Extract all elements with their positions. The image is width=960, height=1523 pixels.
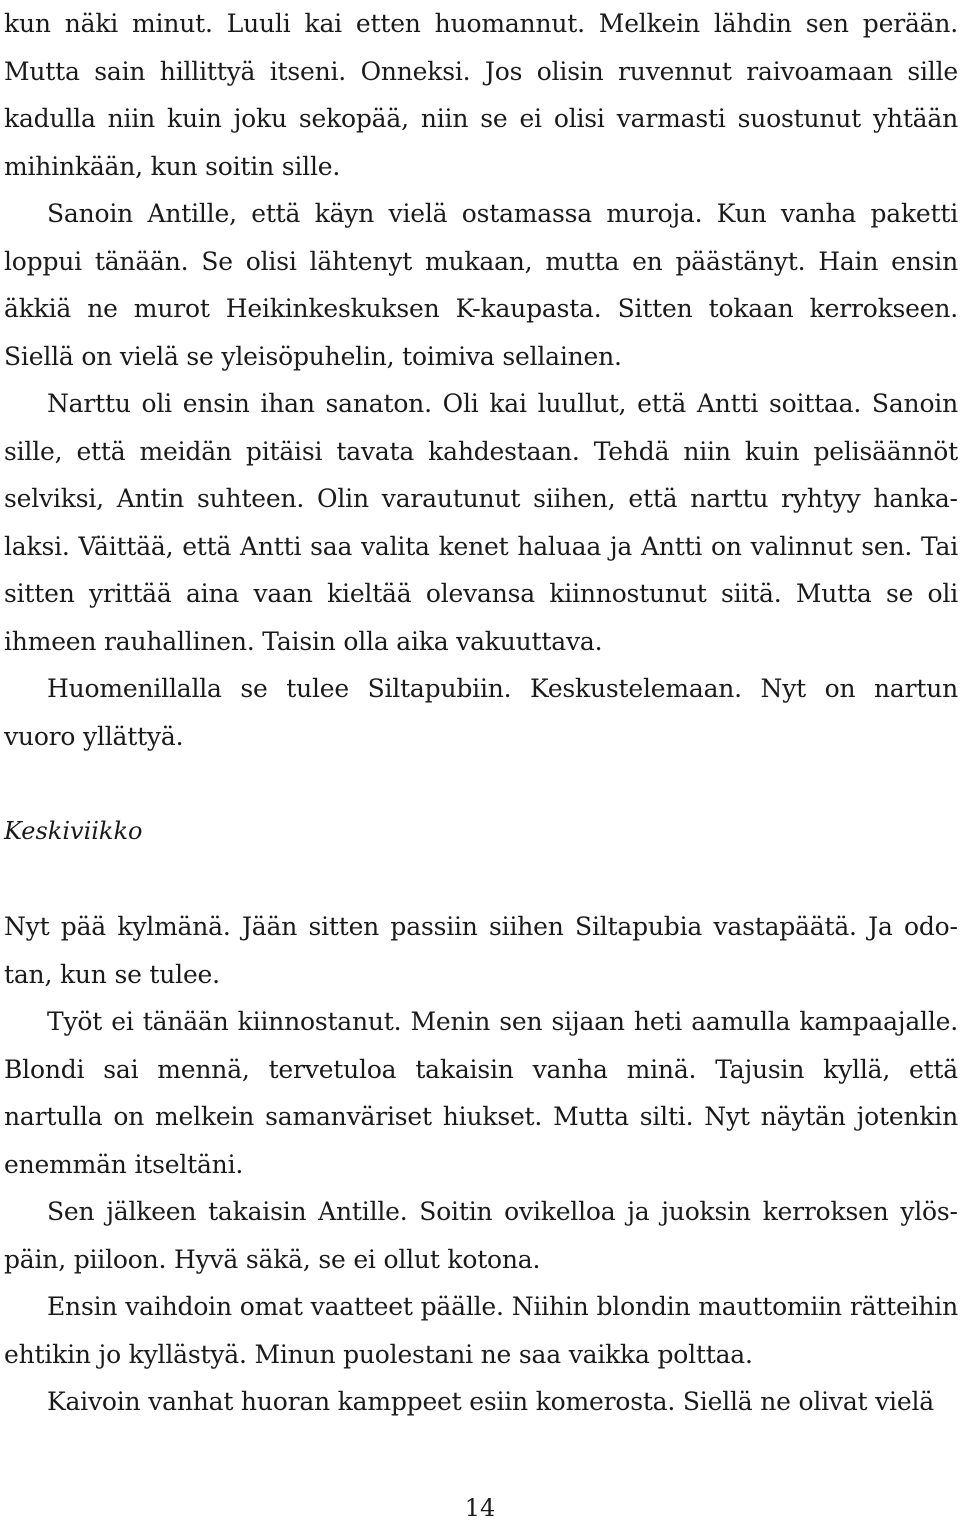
paragraph: Työt ei tänään kiinnostanut. Menin sen sijaan heti aamulla kampaajalle. Blondi sai mennä, tervetuloa takaisin vanha minä. Tajusin kyllä, että nartulla on melkein samanväriset hiukset. Mutta silti. Nyt näytän jotenkin enemmän itseltäni. [4,1007,958,1179]
paragraph: kun näki minut. Luuli kai etten huomannut. Melkein lähdin sen perään. Mutta sain hillittyä itseni. Onneksi. Jos olisin ruvennut raivoamaan sille kadulla niin kuin joku sekopää, niin se ei olisi varmasti suostunut yhtään mihinkään, kun soitin sille. [4,9,958,181]
paragraph: Nyt pää kylmänä. Jään sitten passiin siihen Siltapubia vastapäätä. Ja odotan, kun se tulee. [4,912,958,989]
paragraph: Sen jälkeen takaisin Antille. Soitin ovikelloa ja juoksin kerroksen ylöspäin, piiloon. Hyvä säkä, se ei ollut kotona. [4,1197,958,1274]
paragraph: Huomenillalla se tulee Siltapubiin. Keskustelemaan. Nyt on nartun vuoro yllättyä. [4,674,958,751]
section-before-heading [4,0,958,760]
paragraph: Sanoin Antille, että käyn vielä ostamassa muroja. Kun vanha paketti loppui tänään. Se olisi lähtenyt mukaan, mutta en päästänyt. Hain ensin äkkiä ne murot Heikinkeskuksen K-kaupasta. Sitten tokaan kerrokseen. Siellä on vielä se yleisöpuhelin, toimiva sellainen. [4,199,958,371]
paragraph: Kaivoin vanhat huoran kamppeet esiin komerosta. Siellä ne olivat vielä [47,1387,934,1416]
section-after-heading [4,903,958,1426]
section-heading: Keskiviikko [4,817,143,845]
paragraph: Ensin vaihdoin omat vaatteet päälle. Niihin blondin mauttomiin rätteihin ehtikin jo kyllästyä. Minun puolestani ne saa vaikka polttaa. [4,1292,958,1369]
page-number: 14 [464,1494,496,1522]
paragraph: Narttu oli ensin ihan sanaton. Oli kai luullut, että Antti soittaa. Sanoin sille, että meidän pitäisi tavata kahdestaan. Tehdä niin kuin pelisäännöt selviksi, Antin suhteen. Olin varautunut siihen, että narttu ryhtyy hankalaksi. Väittää, että Antti saa valita kenet haluaa ja Antti on valinnut sen. Tai sitten yrittää aina vaan kieltää olevansa kiinnostunut siitä. Mutta se oli ihmeen rauhallinen. Taisin olla aika vakuuttava. [4,389,958,656]
